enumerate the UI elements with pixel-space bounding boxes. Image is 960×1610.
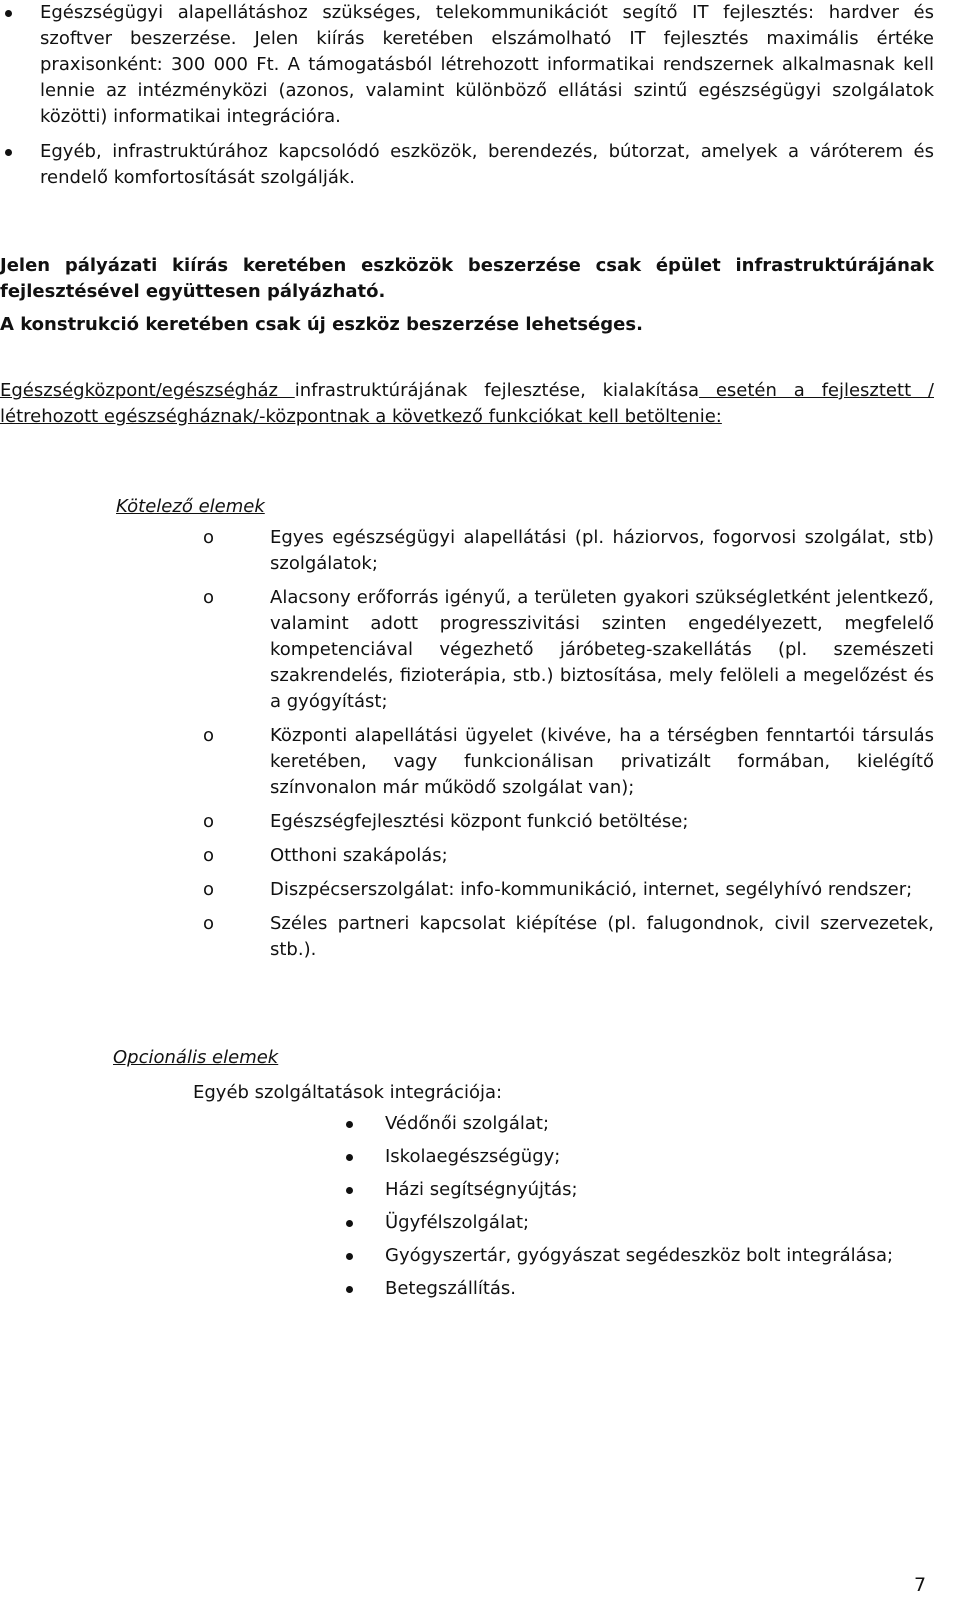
list-item [0,0,934,130]
list-item [340,1144,934,1170]
bold-note-joint-application: Jelen pályázati kiírás keretében eszközök beszerzése csak épület infrastruktúrájának fejlesztésével együttesen pályázható. [0,255,934,302]
circle-bullet-icon: o [203,913,215,934]
list-item [340,1177,934,1203]
mandatory-item-text: Alacsony erőforrás igényű, a területen gyakori szükségletként jelentkező, valamint adott progresszivitási szinten engedélyezett, megfelelő kompetenciával végezhető járóbeteg-szakellátás (pl. szemészeti szakrendelés, fizioterápia, stb.) biztosítása, mely felöleli a megelőzést és a gyógyítást; [270,587,934,712]
bullet-icon [5,149,12,156]
circle-bullet-icon: o [203,527,215,548]
bullet-icon [346,1286,353,1293]
page-number: 7 [914,1574,927,1596]
list-item [203,809,934,835]
mandatory-item-text: Központi alapellátási ügyelet (kivéve, ha a térségben fenntartói társulás keretében, vagy funkcionálisan privatizált formában, kielégítő színvonalon már működő szolgálat van); [270,725,934,798]
mandatory-section-title: Kötelező elemek [116,496,265,517]
list-item [203,843,934,869]
list-item [203,723,934,801]
intro-text-part1: Egészségközpont/egészségház [0,380,295,401]
list-item [0,139,934,191]
bullet-icon [346,1154,353,1161]
bullet-text: Egészségügyi alapellátáshoz szükséges, telekommunikációt segítő IT fejlesztés: hardver és szoftver beszerzése. Jelen kiírás keretében elszámolható IT fejlesztés maximális értéke praxisonként: 300 000 Ft. A támogatásból létrehozott informatikai rendszernek alkalmasnak kell lennie az intézményközi (azonos, valamint különböző ellátási szintű egészségügyi szolgálatok közötti) informatikai integrációra. [40,2,934,127]
circle-bullet-icon: o [203,811,215,832]
intro-text-part3: esetén a fejlesztett / létrehozott egészségháznak/-központnak a következő funkciókat kell betöltenie: [0,380,934,427]
bullet-icon [346,1253,353,1260]
list-item [203,525,934,577]
list-item [340,1243,934,1269]
list-item [203,911,934,963]
optional-item-text: Házi segítségnyújtás; [385,1179,578,1200]
list-item [203,585,934,715]
optional-item-text: Gyógyszertár, gyógyászat segédeszköz bolt integrálása; [385,1245,894,1266]
circle-bullet-icon: o [203,725,215,746]
optional-list [340,1111,934,1302]
mandatory-item-text: Otthoni szakápolás; [270,845,448,866]
list-item [340,1276,934,1302]
mandatory-item-text: Széles partneri kapcsolat kiépítése (pl. falugondnok, civil szervezetek, stb.). [270,913,934,960]
bullet-text: Egyéb, infrastruktúrához kapcsolódó eszközök, berendezés, bútorzat, amelyek a váróterem és rendelő komfortosítását szolgálják. [40,141,934,188]
list-item [203,877,934,903]
optional-item-text: Betegszállítás. [385,1278,517,1299]
optional-item-text: Iskolaegészségügy; [385,1146,561,1167]
mandatory-item-text: Egészségfejlesztési központ funkció betöltése; [270,811,689,832]
bullet-icon [346,1187,353,1194]
optional-item-text: Védőnői szolgálat; [385,1113,550,1134]
intro-paragraph [0,378,934,430]
mandatory-item-text: Egyes egészségügyi alapellátási (pl. háziorvos, fogorvosi szolgálat, stb) szolgálatok; [270,527,934,574]
top-bullet-list [0,0,934,191]
circle-bullet-icon: o [203,845,215,866]
list-item [340,1210,934,1236]
circle-bullet-icon: o [203,587,215,608]
bullet-icon [346,1121,353,1128]
mandatory-item-text: Diszpécserszolgálat: info-kommunikáció, internet, segélyhívó rendszer; [270,879,913,900]
optional-item-text: Ügyfélszolgálat; [385,1212,530,1233]
bullet-icon [5,10,12,17]
bullet-icon [346,1220,353,1227]
intro-text-part2: infrastruktúrájának fejlesztése, kialakítása [294,380,700,401]
optional-intro: Egyéb szolgáltatások integrációja: [193,1082,503,1103]
circle-bullet-icon: o [203,879,215,900]
optional-section-title: Opcionális elemek [113,1047,279,1068]
mandatory-list [203,525,934,963]
list-item [340,1111,934,1137]
bold-note-new-equipment: A konstrukció keretében csak új eszköz beszerzése lehetséges. [0,314,643,335]
